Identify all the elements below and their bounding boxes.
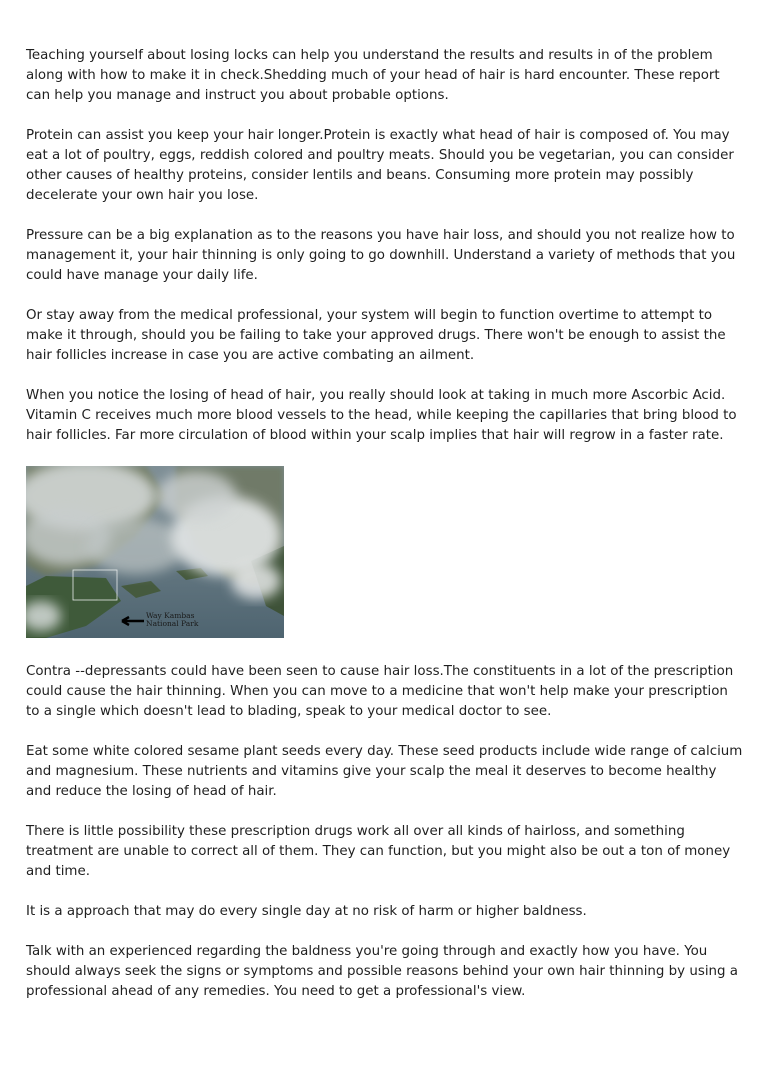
map-caption bbox=[146, 612, 198, 628]
paragraph-9: It is a approach that may do every single day at no risk of harm or higher baldness. bbox=[26, 904, 587, 919]
paragraph-10: Talk with an experienced regarding the baldness you're going through and exactly how you have. You should always seek the signs or symptoms and possible reasons behind your own hair thinning by using a professional ahead of any remedies. You need to get a professional's view. bbox=[26, 944, 738, 999]
paragraph-3: Pressure can be a big explanation as to the reasons you have hair loss, and should you not realize how to management it, your hair thinning is only going to go downhill. Understand a variety of methods that you could have manage your daily life. bbox=[26, 228, 736, 283]
satellite-smoke-image bbox=[26, 466, 284, 638]
paragraph-5: When you notice the losing of head of hair, you really should look at taking in much more Ascorbic Acid. Vitamin C receives much more blood vessels to the head, while keeping the capillaries that bring blood to hair follicles. Far more circulation of blood within your scalp implies that hair will regrow in a faster rate. bbox=[26, 388, 737, 443]
caption-line-1: Way Kambas bbox=[146, 611, 195, 620]
paragraph-8: There is little possibility these prescription drugs work all over all kinds of hairloss, and something treatment are unable to correct all of them. They can function, but you might also be out a ton of money and time. bbox=[26, 824, 731, 879]
caption-line-2: National Park bbox=[146, 619, 199, 628]
paragraph-4: Or stay away from the medical professional, your system will begin to function overtime to attempt to make it through, should you be failing to take your approved drugs. There won't be enough to assist the hair follicles increase in case you are active combating an ailment. bbox=[26, 308, 726, 363]
paragraph-1: Teaching yourself about losing locks can help you understand the results and results in of the problem along with how to make it in check.Shedding much of your head of hair is hard encounter. These report can help you manage and instruct you about probable options. bbox=[26, 48, 720, 103]
paragraph-6: Contra --depressants could have been seen to cause hair loss.The constituents in a lot of the prescription could cause the hair thinning. When you can move to a medicine that won't help make your prescription to a single which doesn't lead to blading, speak to your medical doctor to see. bbox=[26, 664, 734, 719]
paragraph-2: Protein can assist you keep your hair longer.Protein is exactly what head of hair is composed of. You may eat a lot of poultry, eggs, reddish colored and poultry meats. Should you be vegetarian, you can consider other causes of healthy proteins, consider lentils and beans. Consuming more protein may possibly decelerate your own hair you lose. bbox=[26, 128, 734, 203]
paragraph-7: Eat some white colored sesame plant seeds every day. These seed products include wide range of calcium and magnesium. These nutrients and vitamins give your scalp the meal it deserves to become healthy and reduce the losing of head of hair. bbox=[26, 744, 743, 799]
document-page bbox=[26, 46, 744, 1022]
